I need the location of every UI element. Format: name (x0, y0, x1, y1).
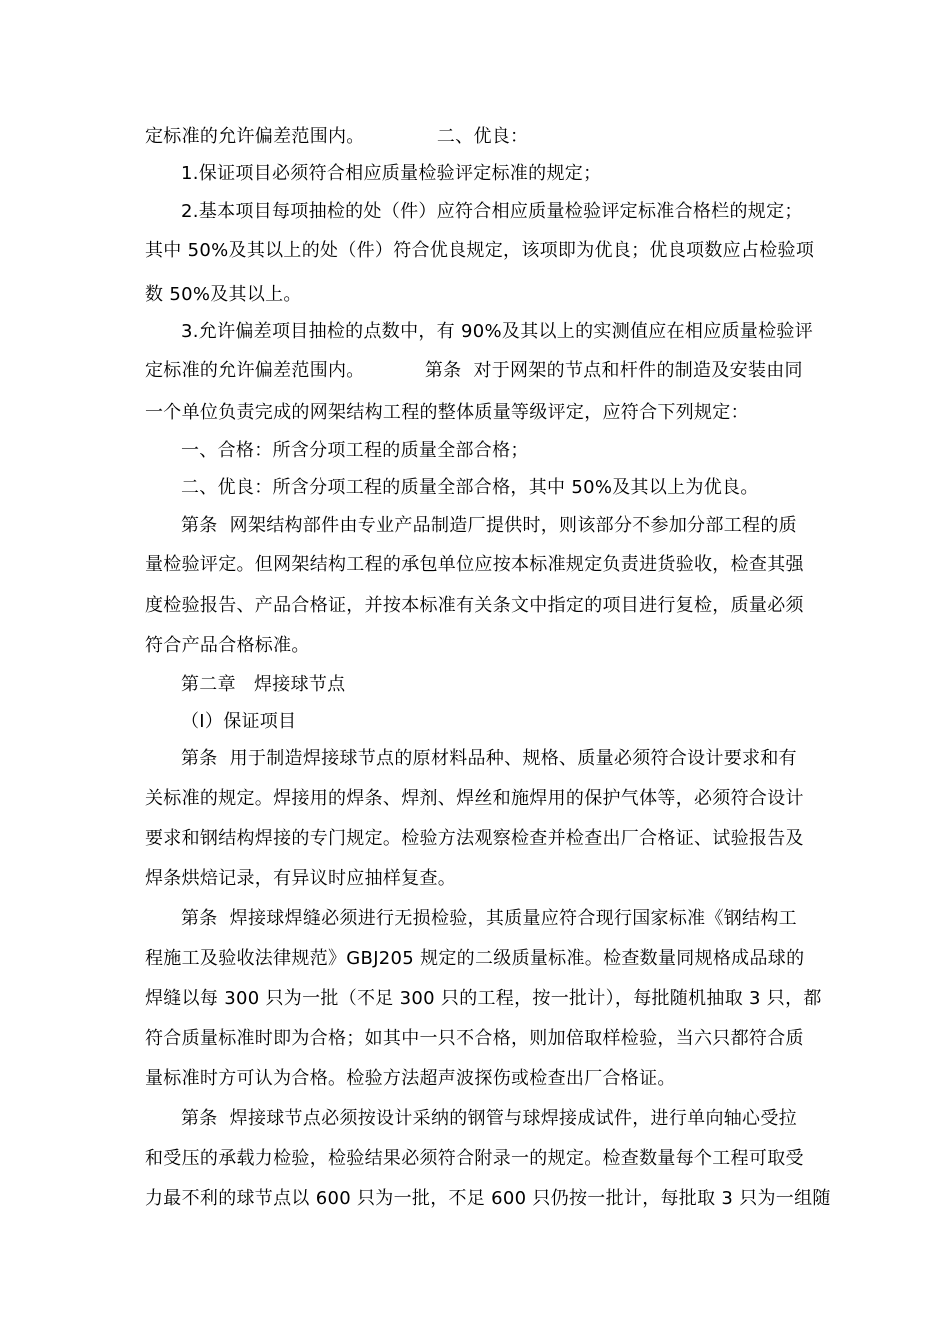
text-line: 力最不利的球节点以 600 只为一批，不足 600 只仍按一批计，每批取 3 只为一组随 (145, 1188, 831, 1209)
text-line: 定标准的允许偏差范围内。 二、优良： (145, 126, 529, 147)
text-line: 关标准的规定。焊接用的焊条、焊剂、焊丝和施焊用的保护气体等，必须符合设计 (145, 788, 804, 809)
text-line: 2.基本项目每项抽检的处（件）应符合相应质量检验评定标准合格栏的规定； (181, 201, 803, 222)
text-line: 要求和钢结构焊接的专门规定。检验方法观察检查并检查出厂合格证、试验报告及 (145, 828, 804, 849)
text-line: 程施工及验收法律规范》GBJ205 规定的二级质量标准。检查数量同规格成品球的 (145, 948, 805, 969)
text-line: 第条 网架结构部件由专业产品制造厂提供时，则该部分不参加分部工程的质 (181, 515, 797, 536)
text-line: 一个单位负责完成的网架结构工程的整体质量等级评定，应符合下列规定： (145, 402, 749, 423)
text-line: 定标准的允许偏差范围内。 第条 对于网架的节点和杆件的制造及安装由同 (145, 360, 803, 381)
text-line: 量检验评定。但网架结构工程的承包单位应按本标准规定负责进货验收，检查其强 (145, 554, 804, 575)
text-line: 焊缝以每 300 只为一批（不足 300 只的工程，按一批计），每批随机抽取 3 只，都 (145, 988, 822, 1009)
text-line: 第条 焊接球节点必须按设计采纳的钢管与球焊接成试件，进行单向轴心受拉 (181, 1108, 797, 1129)
text-line: 其中 50%及其以上的处（件）符合优良规定，该项即为优良；优良项数应占检验项 (145, 240, 815, 261)
text-line: 符合质量标准时即为合格；如其中一只不合格，则加倍取样检验，当六只都符合质 (145, 1028, 804, 1049)
text-line: 1.保证项目必须符合相应质量检验评定标准的规定； (181, 163, 602, 184)
text-line: 二、优良：所含分项工程的质量全部合格，其中 50%及其以上为优良。 (181, 477, 759, 498)
text-line: 焊条烘焙记录，有异议时应抽样复查。 (145, 868, 457, 889)
text-line: 3.允许偏差项目抽检的点数中，有 90%及其以上的实测值应在相应质量检验评 (181, 321, 813, 342)
text-line: 数 50%及其以上。 (145, 284, 302, 305)
section-heading: （Ⅰ）保证项目 (181, 711, 297, 732)
text-line: 度检验报告、产品合格证，并按本标准有关条文中指定的项目进行复检，质量必须 (145, 595, 804, 616)
text-line: 符合产品合格标准。 (145, 635, 310, 656)
text-line: 第条 焊接球焊缝必须进行无损检验，其质量应符合现行国家标准《钢结构工 (181, 908, 797, 929)
text-line: 一、合格：所含分项工程的质量全部合格； (181, 440, 529, 461)
text-line: 第条 用于制造焊接球节点的原材料品种、规格、质量必须符合设计要求和有 (181, 748, 797, 769)
text-line: 和受压的承载力检验，检验结果必须符合附录一的规定。检查数量每个工程可取受 (145, 1148, 804, 1169)
text-line: 量标准时方可认为合格。检验方法超声波探伤或检查出厂合格证。 (145, 1068, 676, 1089)
chapter-heading: 第二章 焊接球节点 (181, 674, 346, 695)
